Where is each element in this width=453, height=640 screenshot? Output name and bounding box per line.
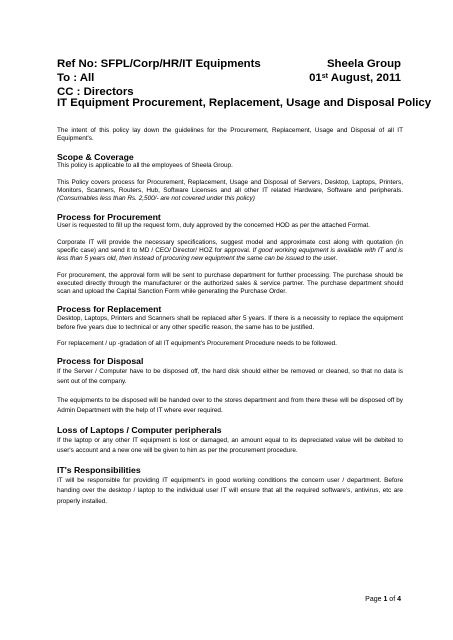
procurement-paragraph-1: User is requested to fill up the request form, duly approved by the concerned HOD as per the attached Format. xyxy=(57,222,370,230)
replacement-paragraph-1: Desktop, Laptops, Printers and Scanners shall be replaced after 5 years. If there is a necessity to replace the equipment before five years due to technical or any other specific reason, the same has to be justified. xyxy=(57,315,403,331)
header-row-ref xyxy=(57,57,401,71)
section-heading-procurement: Process for Procurement xyxy=(57,211,161,222)
company-name: Sheela Group xyxy=(326,58,401,70)
document-title: IT Equipment Procurement, Replacement, Usage and Disposal Policy xyxy=(57,97,432,109)
header-row-to xyxy=(57,71,401,85)
responsibilities-paragraph-1: IT will be responsible for providing IT equipment's in good working conditions the concern user / department. Before handing over the desktop / laptop to the individual user IT will ensure that all the required software's, antivirus, etc are properly installed. xyxy=(57,476,403,505)
section-heading-responsibilities: IT's Responsibilities xyxy=(57,464,141,475)
section-heading-disposal: Process for Disposal xyxy=(57,356,144,367)
procurement-paragraph-2: Corporate IT will provide the necessary specifications, suggest model and approximate cost along with quotation (in specific case) and send it to MD / CEO/ Director/ HOZ for approval. If good working equipment is available with IT and is less than 5 years old, then instead of procuring new equipment the same can be issued to the user. xyxy=(57,238,403,263)
section-heading-loss: Loss of Laptops / Computer peripherals xyxy=(57,424,222,435)
cc-line: CC : Directors xyxy=(57,86,134,98)
disposal-paragraph-1: If the Server / Computer have to be disposed off, the hard disk should either be removed or cleaned, so that no data is sent out of the company. xyxy=(57,367,403,386)
section-heading-scope: Scope & Coverage xyxy=(57,151,134,162)
intro-paragraph: The intent of this policy lay down the guidelines for the Procurement, Replacement, Usage and Disposal of all IT Equipment's. xyxy=(57,127,403,143)
replacement-paragraph-2: For replacement / up -gradation of all IT equipment's Procurement Procedure needs to be followed. xyxy=(57,339,337,347)
reference-number: Ref No: SFPL/Corp/HR/IT Equipments xyxy=(57,58,261,70)
scope-paragraph-2: This Policy covers process for Procurement, Replacement, Usage and Disposal of Servers, Desktop, Laptops, Printers, Monitors, Scanners, Routers, Hub, Software Licenses and all other IT related Hardware, Software and peripherals. (Consumables less than Rs. 2,500/- are not covered under this policy) xyxy=(57,178,403,203)
loss-paragraph-1: If the laptop or any other IT equipment is lost or damaged, an amount equal to its depreciated value will be debited to user's account and a new one will be given to him as per the procurement procedure. xyxy=(57,436,403,455)
scope-paragraph-1: This policy is applicable to all the employees of Sheela Group. xyxy=(57,162,233,170)
document-body xyxy=(57,127,403,515)
document-date: 01st August, 2011 xyxy=(309,72,401,84)
section-heading-replacement: Process for Replacement xyxy=(57,304,162,315)
procurement-paragraph-3: For procurement, the approval form will be sent to purchase department for further processing. The purchase should be executed directly through the manufacturer or the authorized sales & service partner. The purchase department should scan and upload the Capital Sanction Form while generating the Purchase Order. xyxy=(57,271,403,296)
page-number: Page 1 of 4 xyxy=(365,596,401,603)
disposal-paragraph-2: The equipments to be disposed will be handed over to the stores department and from there these will be disposed off by Admin Department with the help of IT where ever required. xyxy=(57,396,403,415)
recipient: To : All xyxy=(57,72,95,84)
